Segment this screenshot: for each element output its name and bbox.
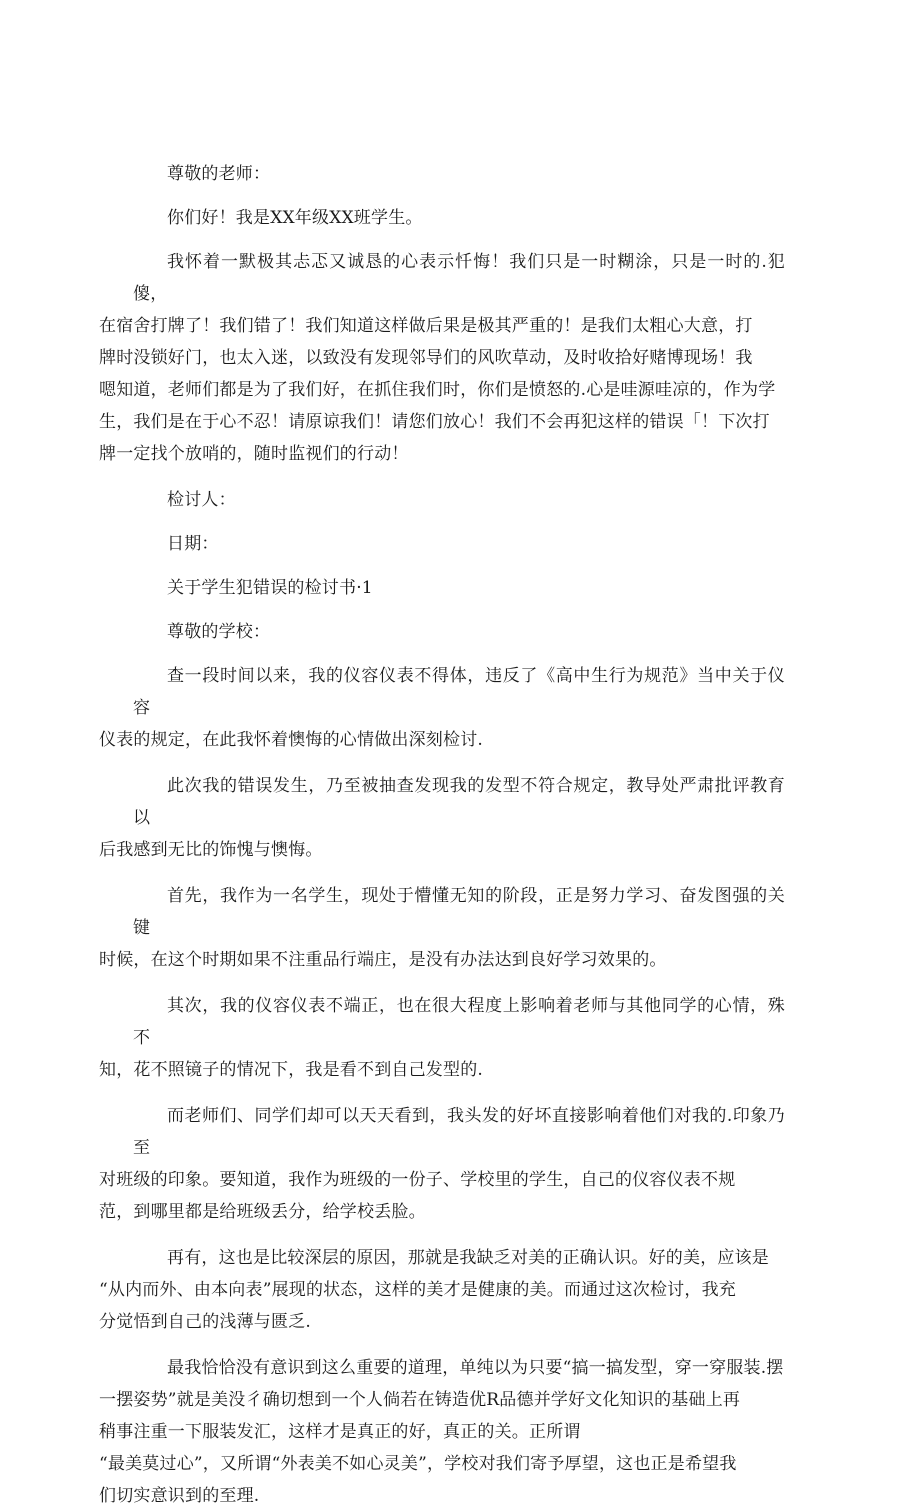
body-paragraph — [99, 660, 785, 756]
paragraph-line: 再有，这也是比较深层的原因，那就是我缺乏对美的正确认识。好的美，应该是 — [167, 1248, 769, 1268]
document-body — [99, 158, 785, 1512]
paragraph-line: 其次，我的仪容仪表不端正，也在很大程度上影响着老师与其他同学的心情，殊不 — [133, 996, 785, 1048]
signer-label: 检讨人： — [167, 490, 236, 510]
paragraph-line: 时候，在这个时期如果不注重品行端庄，是没有办法达到良好学习效果的。 — [99, 950, 667, 970]
body-paragraph — [99, 1242, 785, 1338]
body-paragraph — [99, 1352, 785, 1512]
paragraph-line: 对班级的印象。要知道，我作为班级的一份子、学校里的学生，自己的仪容仪表不规 — [99, 1170, 736, 1190]
greeting-teachers: 尊敬的老师： — [167, 164, 271, 184]
paragraph-line: 嗯知道，老师们都是为了我们好，在抓住我们时，你们是愤怒的.心是哇源哇凉的，作为学 — [99, 380, 776, 400]
body-paragraph — [99, 1100, 785, 1228]
paragraph-line: 生，我们是在于心不忍！请原谅我们！请您们放心！我们不会再犯这样的错误「！下次打 — [99, 412, 770, 432]
paragraph-line: 最我恰恰没有意识到这么重要的道理，单纯以为只要“搞一搞发型，穿一穿服装.摆 — [167, 1358, 784, 1378]
paragraph-line: “从内而外、由本向表”展现的状态，这样的美才是健康的美。而通过这次检讨，我充 — [99, 1280, 736, 1300]
paragraph-line: 后我感到无比的饰愧与懊悔。 — [99, 840, 323, 860]
paragraph-line: 首先，我作为一名学生，现处于懵懂无知的阶段，正是努力学习、奋发图强的关键 — [133, 886, 785, 938]
greeting-school: 尊敬的学校： — [167, 622, 271, 642]
paragraph-line: 牌时没锁好门，也太入迷，以致没有发现邻导们的风吹草动，及时收拾好赌博现场！我 — [99, 348, 753, 368]
paragraph-line: 们切实意识到的至理. — [99, 1486, 260, 1506]
paragraph-line: 牌一定找个放哨的，随时监视们的行动！ — [99, 444, 409, 464]
paragraph-line: 在宿舍打牌了！我们错了！我们知道这样做后果是极其严重的！是我们太粗心大意，打 — [99, 316, 753, 336]
body-paragraph — [99, 880, 785, 976]
paragraph-line: 仪表的规定，在此我怀着懊悔的心情做出深刻检讨. — [99, 730, 484, 750]
body-paragraph — [99, 990, 785, 1086]
paragraph-line: 分觉悟到自己的浅薄与匮乏. — [99, 1312, 312, 1332]
paragraph-line: 知，花不照镜子的情况下，我是看不到自己发型的. — [99, 1060, 484, 1080]
paragraph-line: 我怀着一默极其忐忑又诚恳的心表示忏悔！我们只是一时糊涂，只是一时的.犯傻， — [133, 252, 785, 304]
date-label: 日期： — [167, 534, 219, 554]
self-introduction: 你们好！我是XX年级XX班学生。 — [167, 208, 423, 228]
paragraph-line: “最美莫过心”，又所谓“外表美不如心灵美”，学校对我们寄予厚望，这也正是希望我 — [99, 1454, 737, 1474]
section-title: 关于学生犯错误的检讨书·1 — [167, 578, 373, 598]
apology-paragraph — [99, 246, 785, 470]
paragraph-line: 此次我的错误发生，乃至被抽查发现我的发型不符合规定，教导处严肃批评教育以 — [133, 776, 785, 828]
paragraph-line: 而老师们、同学们却可以天天看到，我头发的好坏直接影响着他们对我的.印象乃至 — [133, 1106, 785, 1158]
paragraph-line: 一摆姿势”就是美没彳确切想到一个人倘若在铸造优R品德并学好文化知识的基础上再 — [99, 1390, 741, 1410]
body-paragraph — [99, 770, 785, 866]
paragraph-line: 查一段时间以来，我的仪容仪表不得体，违反了《高中生行为规范》当中关于仪容 — [133, 666, 785, 718]
paragraph-line: 范，到哪里都是给班级丢分，给学校丢脸。 — [99, 1202, 426, 1222]
paragraph-line: 稍事注重一下服装发汇，这样才是真正的好，真正的关。正所谓 — [99, 1422, 581, 1442]
